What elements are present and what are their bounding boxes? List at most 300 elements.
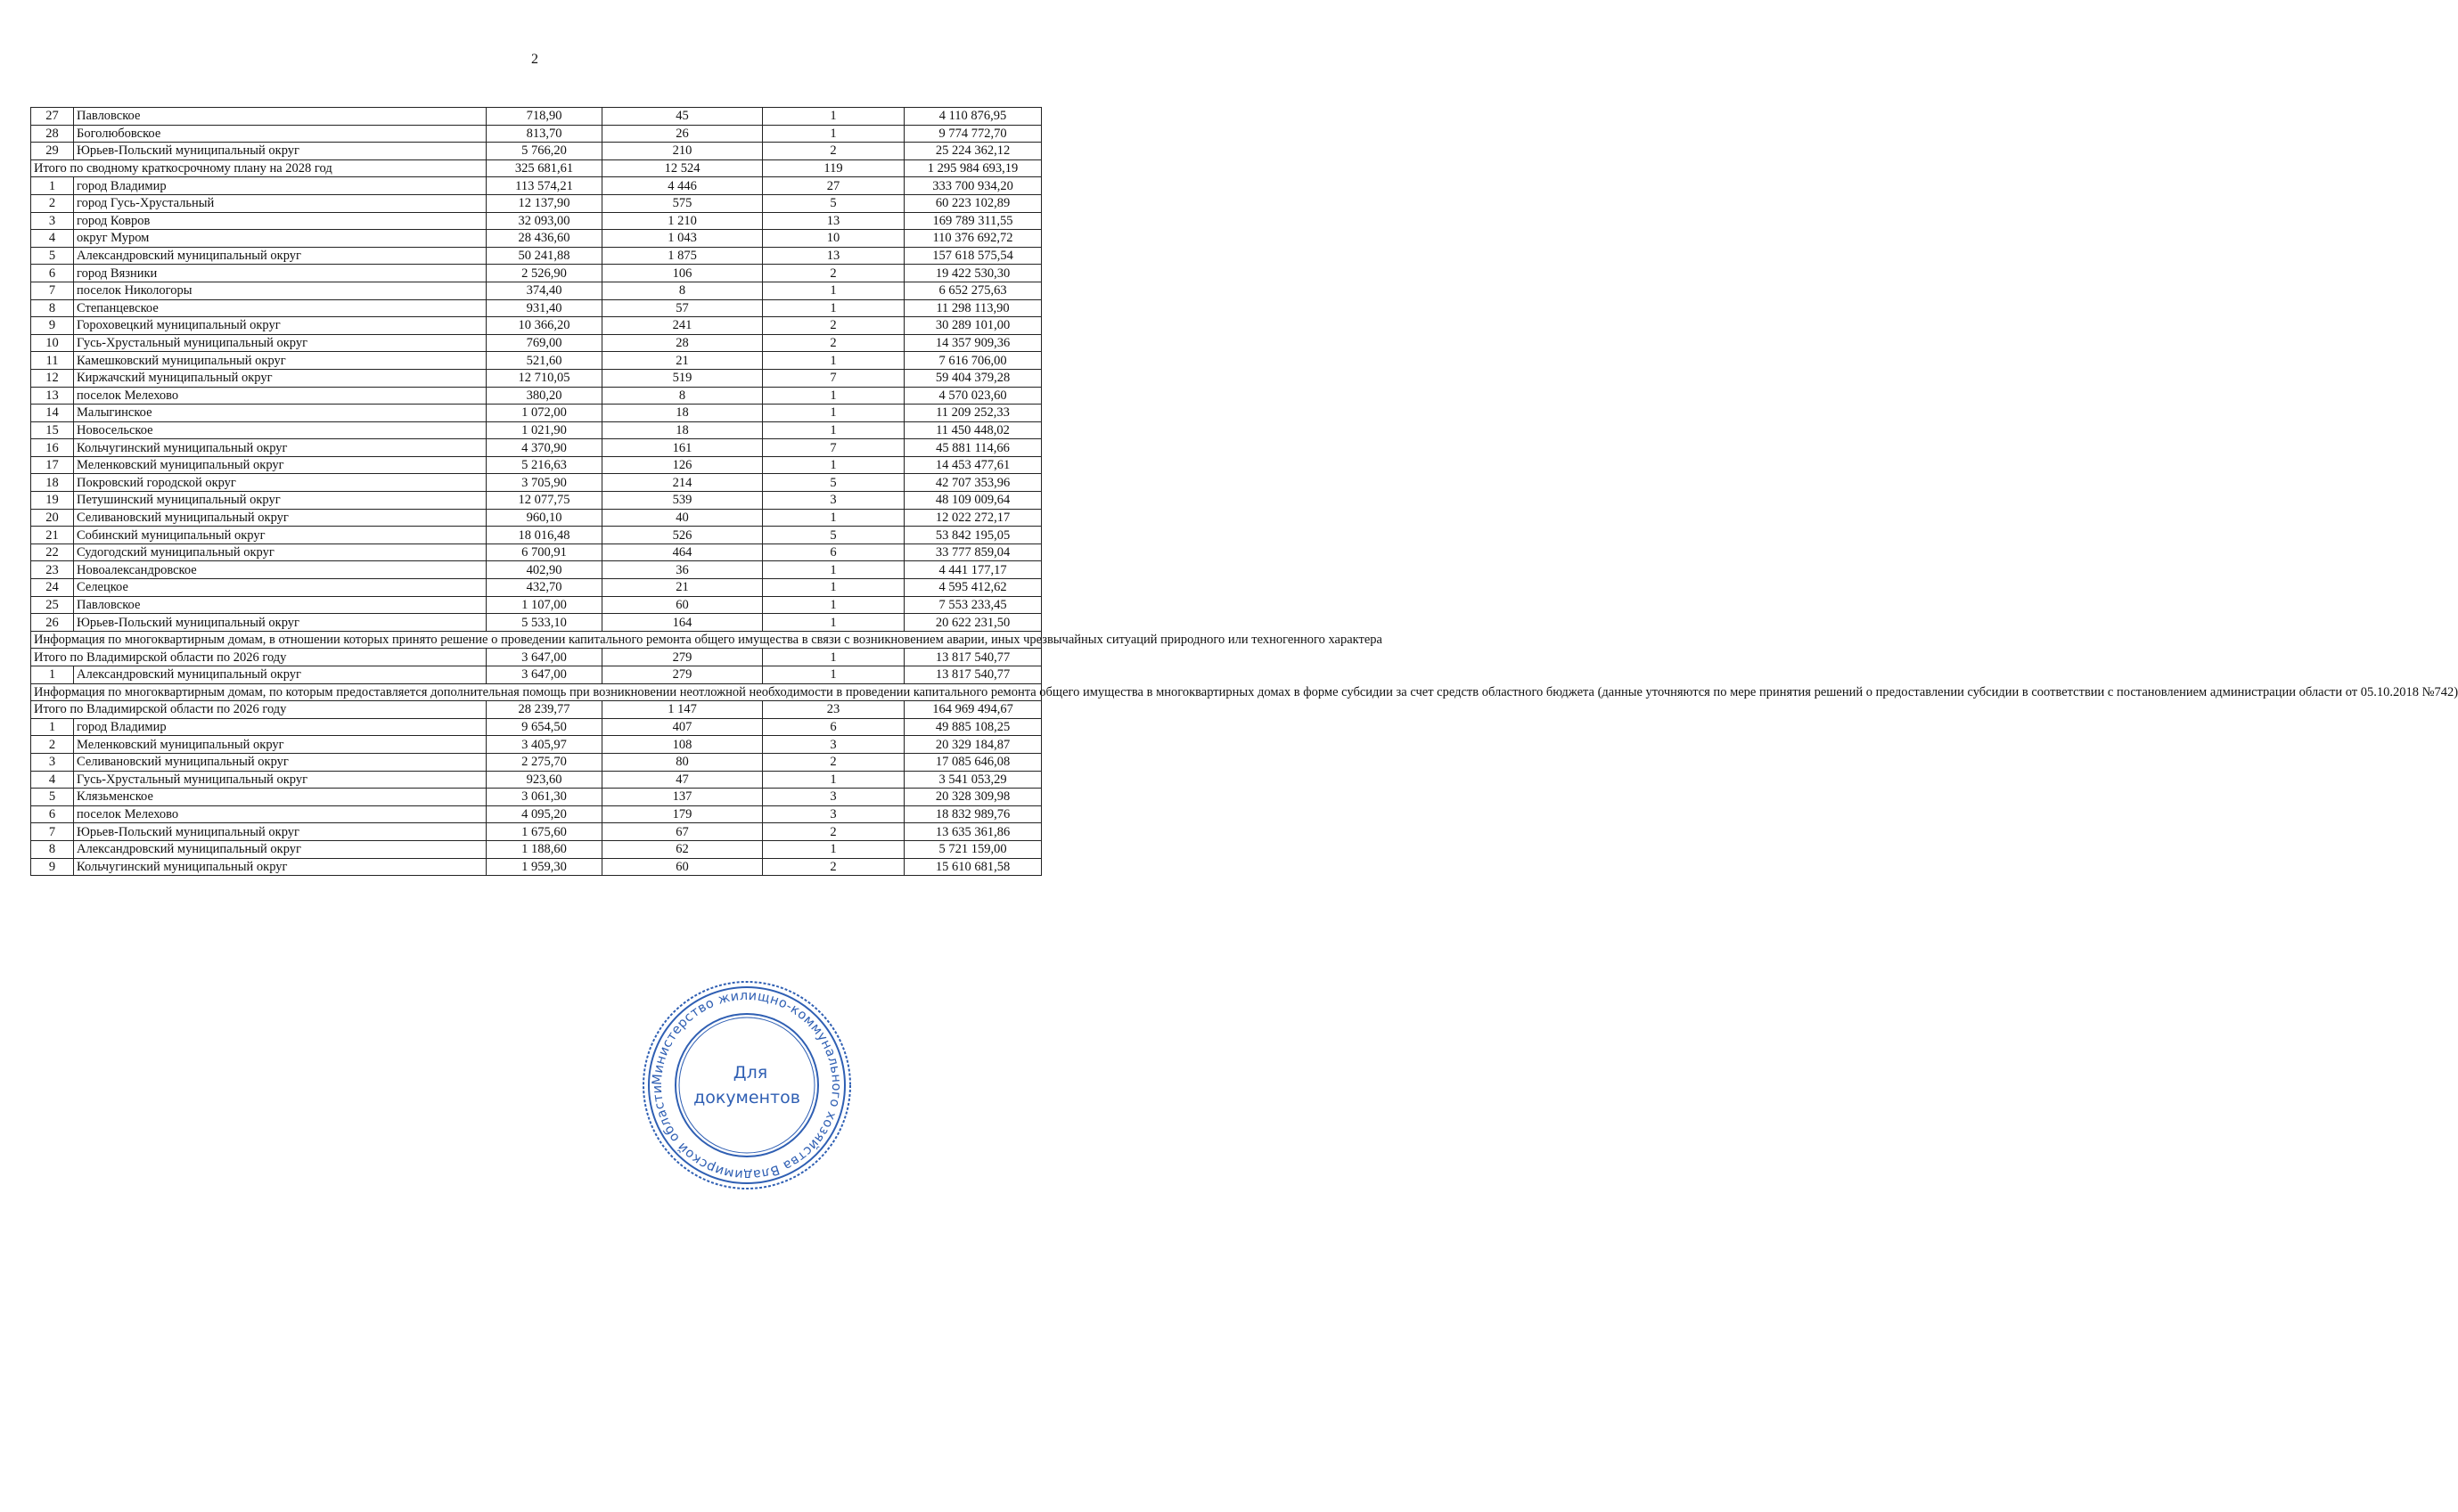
section-note-row [31, 683, 1042, 701]
residents-value: 108 [602, 736, 763, 754]
residents-value: 1 043 [602, 230, 763, 248]
residents-value: 1 210 [602, 212, 763, 230]
row-number: 22 [31, 544, 74, 561]
area-value: 5 766,20 [487, 143, 602, 160]
cost-value: 6 652 275,63 [905, 282, 1042, 299]
houses-value: 1 [763, 405, 905, 422]
table-row [31, 317, 1042, 335]
municipality-name: Киржачский муниципальный округ [74, 369, 487, 387]
municipality-name: Юрьев-Польский муниципальный округ [74, 143, 487, 160]
houses-value: 3 [763, 805, 905, 823]
houses-value: 1 [763, 387, 905, 405]
houses-value: 2 [763, 823, 905, 841]
row-number: 12 [31, 369, 74, 387]
row-number: 29 [31, 143, 74, 160]
row-number: 28 [31, 125, 74, 143]
residents-value: 8 [602, 282, 763, 299]
total-houses: 1 [763, 649, 905, 666]
municipality-name: Покровский городской округ [74, 474, 487, 492]
table-row [31, 282, 1042, 299]
area-value: 50 241,88 [487, 247, 602, 265]
row-number: 23 [31, 561, 74, 579]
municipality-name: Петушинский муниципальный округ [74, 492, 487, 510]
table-row [31, 369, 1042, 387]
table-row [31, 805, 1042, 823]
cost-value: 45 881 114,66 [905, 439, 1042, 457]
cost-value: 20 328 309,98 [905, 789, 1042, 806]
row-number: 8 [31, 299, 74, 317]
houses-value: 10 [763, 230, 905, 248]
row-number: 1 [31, 718, 74, 736]
municipality-name: город Ковров [74, 212, 487, 230]
section-note-row [31, 631, 1042, 649]
cost-value: 169 789 311,55 [905, 212, 1042, 230]
row-number: 4 [31, 771, 74, 789]
cost-value: 17 085 646,08 [905, 753, 1042, 771]
section-note: Информация по многоквартирным домам, по которым предоставляется дополнительная помощь при возникновении неотложной необходимости в проведении капитального ремонта общего имущества в многоквартирных домах в форме субсидии за счет средств областного бюджета (данные уточняются по мере принятия решений о предоставлении субсидии в соответствии с постановлением администрации области от 05.10.2018 №742) [31, 683, 1042, 701]
municipality-name: Гороховецкий муниципальный округ [74, 317, 487, 335]
houses-value: 2 [763, 317, 905, 335]
municipality-name: Селецкое [74, 579, 487, 597]
area-value: 12 710,05 [487, 369, 602, 387]
area-value: 4 370,90 [487, 439, 602, 457]
municipality-name: город Гусь-Хрустальный [74, 194, 487, 212]
cost-value: 53 842 195,05 [905, 527, 1042, 544]
cost-value: 11 209 252,33 [905, 405, 1042, 422]
residents-value: 21 [602, 352, 763, 370]
table-row [31, 405, 1042, 422]
total-label: Итого по Владимирской области по 2026 году [31, 649, 487, 666]
municipality-name: Гусь-Хрустальный муниципальный округ [74, 334, 487, 352]
area-value: 3 705,90 [487, 474, 602, 492]
municipality-name: Малыгинское [74, 405, 487, 422]
area-value: 769,00 [487, 334, 602, 352]
row-number: 6 [31, 805, 74, 823]
cost-value: 33 777 859,04 [905, 544, 1042, 561]
row-number: 27 [31, 108, 74, 126]
municipality-name: Павловское [74, 108, 487, 126]
area-value: 923,60 [487, 771, 602, 789]
table-row [31, 352, 1042, 370]
houses-value: 13 [763, 247, 905, 265]
municipality-name: Кольчугинский муниципальный округ [74, 858, 487, 876]
data-table [30, 107, 2458, 876]
area-value: 6 700,91 [487, 544, 602, 561]
area-value: 10 366,20 [487, 317, 602, 335]
total-label: Итого по Владимирской области по 2026 году [31, 701, 487, 719]
table-row [31, 421, 1042, 439]
cost-value: 333 700 934,20 [905, 177, 1042, 195]
residents-value: 40 [602, 509, 763, 527]
cost-value: 30 289 101,00 [905, 317, 1042, 335]
houses-value: 2 [763, 858, 905, 876]
cost-value: 18 832 989,76 [905, 805, 1042, 823]
total-people: 12 524 [602, 159, 763, 177]
houses-value: 7 [763, 439, 905, 457]
cost-value: 5 721 159,00 [905, 840, 1042, 858]
residents-value: 539 [602, 492, 763, 510]
row-number: 11 [31, 352, 74, 370]
table-row [31, 230, 1042, 248]
row-number: 20 [31, 509, 74, 527]
cost-value: 110 376 692,72 [905, 230, 1042, 248]
row-number: 5 [31, 789, 74, 806]
table-row [31, 474, 1042, 492]
area-value: 1 675,60 [487, 823, 602, 841]
area-value: 718,90 [487, 108, 602, 126]
residents-value: 241 [602, 317, 763, 335]
area-value: 3 405,97 [487, 736, 602, 754]
area-value: 3 061,30 [487, 789, 602, 806]
table-row [31, 789, 1042, 806]
municipality-name: Селивановский муниципальный округ [74, 509, 487, 527]
area-value: 402,90 [487, 561, 602, 579]
table-row [31, 212, 1042, 230]
residents-value: 161 [602, 439, 763, 457]
residents-value: 18 [602, 421, 763, 439]
total-houses: 119 [763, 159, 905, 177]
total-label: Итого по сводному краткосрочному плану на 2028 год [31, 159, 487, 177]
residents-value: 106 [602, 265, 763, 282]
table-row [31, 492, 1042, 510]
residents-value: 526 [602, 527, 763, 544]
residents-value: 26 [602, 125, 763, 143]
area-value: 18 016,48 [487, 527, 602, 544]
cost-value: 4 110 876,95 [905, 108, 1042, 126]
area-value: 4 095,20 [487, 805, 602, 823]
cost-value: 14 357 909,36 [905, 334, 1042, 352]
cost-value: 11 450 448,02 [905, 421, 1042, 439]
cost-value: 14 453 477,61 [905, 456, 1042, 474]
cost-value: 48 109 009,64 [905, 492, 1042, 510]
residents-value: 36 [602, 561, 763, 579]
municipality-name: город Вязники [74, 265, 487, 282]
houses-value: 1 [763, 456, 905, 474]
area-value: 374,40 [487, 282, 602, 299]
residents-value: 407 [602, 718, 763, 736]
area-value: 521,60 [487, 352, 602, 370]
row-number: 9 [31, 317, 74, 335]
houses-value: 13 [763, 212, 905, 230]
area-value: 2 526,90 [487, 265, 602, 282]
municipality-name: Гусь-Хрустальный муниципальный округ [74, 771, 487, 789]
residents-value: 60 [602, 596, 763, 614]
municipality-name: Новосельское [74, 421, 487, 439]
table-row [31, 265, 1042, 282]
area-value: 2 275,70 [487, 753, 602, 771]
stamp-center-line1: Для [733, 1063, 768, 1083]
table-row [31, 596, 1042, 614]
row-number: 3 [31, 753, 74, 771]
table-row [31, 247, 1042, 265]
houses-value: 2 [763, 265, 905, 282]
residents-value: 8 [602, 387, 763, 405]
row-number: 10 [31, 334, 74, 352]
table-row [31, 387, 1042, 405]
residents-value: 67 [602, 823, 763, 841]
municipality-name: Александровский муниципальный округ [74, 247, 487, 265]
houses-value: 2 [763, 753, 905, 771]
total-row [31, 701, 1042, 719]
total-people: 279 [602, 649, 763, 666]
total-area: 325 681,61 [487, 159, 602, 177]
houses-value: 1 [763, 421, 905, 439]
houses-value: 3 [763, 492, 905, 510]
municipality-name: Селивановский муниципальный округ [74, 753, 487, 771]
table-row [31, 544, 1042, 561]
cost-value: 42 707 353,96 [905, 474, 1042, 492]
row-number: 24 [31, 579, 74, 597]
residents-value: 575 [602, 194, 763, 212]
cost-value: 15 610 681,58 [905, 858, 1042, 876]
municipality-name: Боголюбовское [74, 125, 487, 143]
cost-value: 20 622 231,50 [905, 614, 1042, 632]
row-number: 17 [31, 456, 74, 474]
municipality-name: поселок Мелехово [74, 805, 487, 823]
area-value: 12 137,90 [487, 194, 602, 212]
table-row [31, 125, 1042, 143]
table-row [31, 840, 1042, 858]
official-stamp [640, 978, 854, 1192]
houses-value: 1 [763, 666, 905, 684]
section-note: Информация по многоквартирным домам, в отношении которых принято решение о проведении капитального ремонта общего имущества в связи с возникновением аварии, иных чрезвычайных ситуаций природного или техногенного характера [31, 631, 1042, 649]
residents-value: 464 [602, 544, 763, 561]
municipality-name: Александровский муниципальный округ [74, 840, 487, 858]
residents-value: 21 [602, 579, 763, 597]
municipality-name: Меленковский муниципальный округ [74, 456, 487, 474]
area-value: 813,70 [487, 125, 602, 143]
municipality-name: Юрьев-Польский муниципальный округ [74, 614, 487, 632]
row-number: 1 [31, 177, 74, 195]
total-row [31, 649, 1042, 666]
stamp-ring-text: Министерство жилищно-коммунального хозяйства Владимирской области [650, 988, 844, 1182]
cost-value: 4 441 177,17 [905, 561, 1042, 579]
row-number: 4 [31, 230, 74, 248]
houses-value: 1 [763, 108, 905, 126]
municipality-name: поселок Никологоры [74, 282, 487, 299]
row-number: 21 [31, 527, 74, 544]
table-row [31, 666, 1042, 684]
cost-value: 9 774 772,70 [905, 125, 1042, 143]
row-number: 2 [31, 736, 74, 754]
cost-value: 60 223 102,89 [905, 194, 1042, 212]
table-row [31, 823, 1042, 841]
cost-value: 7 616 706,00 [905, 352, 1042, 370]
houses-value: 3 [763, 789, 905, 806]
houses-value: 1 [763, 282, 905, 299]
row-number: 14 [31, 405, 74, 422]
municipality-name: Новоалександровское [74, 561, 487, 579]
residents-value: 1 875 [602, 247, 763, 265]
row-number: 25 [31, 596, 74, 614]
table-row [31, 299, 1042, 317]
row-number: 9 [31, 858, 74, 876]
total-row [31, 159, 1042, 177]
residents-value: 4 446 [602, 177, 763, 195]
total-area: 3 647,00 [487, 649, 602, 666]
houses-value: 1 [763, 579, 905, 597]
area-value: 32 093,00 [487, 212, 602, 230]
houses-value: 1 [763, 840, 905, 858]
residents-value: 62 [602, 840, 763, 858]
houses-value: 1 [763, 125, 905, 143]
cost-value: 25 224 362,12 [905, 143, 1042, 160]
residents-value: 137 [602, 789, 763, 806]
houses-value: 1 [763, 771, 905, 789]
residents-value: 18 [602, 405, 763, 422]
houses-value: 5 [763, 194, 905, 212]
cost-value: 13 817 540,77 [905, 666, 1042, 684]
residents-value: 214 [602, 474, 763, 492]
area-value: 5 533,10 [487, 614, 602, 632]
table-row [31, 771, 1042, 789]
table-row [31, 614, 1042, 632]
area-value: 28 436,60 [487, 230, 602, 248]
houses-value: 6 [763, 718, 905, 736]
row-number: 1 [31, 666, 74, 684]
table-row [31, 439, 1042, 457]
table-row [31, 561, 1042, 579]
table-row [31, 527, 1042, 544]
municipality-name: поселок Мелехово [74, 387, 487, 405]
table-row [31, 579, 1042, 597]
residents-value: 57 [602, 299, 763, 317]
cost-value: 19 422 530,30 [905, 265, 1042, 282]
municipality-name: Меленковский муниципальный округ [74, 736, 487, 754]
houses-value: 7 [763, 369, 905, 387]
municipality-name: Юрьев-Польский муниципальный округ [74, 823, 487, 841]
residents-value: 126 [602, 456, 763, 474]
houses-value: 5 [763, 474, 905, 492]
houses-value: 2 [763, 143, 905, 160]
row-number: 6 [31, 265, 74, 282]
municipality-name: округ Муром [74, 230, 487, 248]
residents-value: 210 [602, 143, 763, 160]
houses-value: 1 [763, 352, 905, 370]
table-row [31, 194, 1042, 212]
stamp-center-line2: документов [693, 1088, 800, 1107]
area-value: 113 574,21 [487, 177, 602, 195]
houses-value: 3 [763, 736, 905, 754]
residents-value: 279 [602, 666, 763, 684]
table-row [31, 143, 1042, 160]
row-number: 26 [31, 614, 74, 632]
cost-value: 11 298 113,90 [905, 299, 1042, 317]
row-number: 13 [31, 387, 74, 405]
cost-value: 49 885 108,25 [905, 718, 1042, 736]
municipality-name: город Владимир [74, 718, 487, 736]
table-row [31, 718, 1042, 736]
municipality-name: Александровский муниципальный округ [74, 666, 487, 684]
houses-value: 1 [763, 614, 905, 632]
cost-value: 3 541 053,29 [905, 771, 1042, 789]
cost-value: 4 595 412,62 [905, 579, 1042, 597]
residents-value: 28 [602, 334, 763, 352]
table-row [31, 334, 1042, 352]
area-value: 3 647,00 [487, 666, 602, 684]
residents-value: 164 [602, 614, 763, 632]
total-area: 28 239,77 [487, 701, 602, 719]
row-number: 3 [31, 212, 74, 230]
residents-value: 60 [602, 858, 763, 876]
cost-value: 59 404 379,28 [905, 369, 1042, 387]
municipality-name: город Владимир [74, 177, 487, 195]
table-row [31, 509, 1042, 527]
municipality-name: Судогодский муниципальный округ [74, 544, 487, 561]
area-value: 960,10 [487, 509, 602, 527]
area-value: 931,40 [487, 299, 602, 317]
area-value: 1 188,60 [487, 840, 602, 858]
row-number: 19 [31, 492, 74, 510]
row-number: 2 [31, 194, 74, 212]
area-value: 432,70 [487, 579, 602, 597]
page-number: 2 [531, 52, 538, 67]
total-houses: 23 [763, 701, 905, 719]
total-people: 1 147 [602, 701, 763, 719]
area-value: 1 107,00 [487, 596, 602, 614]
cost-value: 13 635 361,86 [905, 823, 1042, 841]
table-row [31, 456, 1042, 474]
row-number: 15 [31, 421, 74, 439]
houses-value: 1 [763, 561, 905, 579]
houses-value: 6 [763, 544, 905, 561]
row-number: 7 [31, 823, 74, 841]
municipality-name: Камешковский муниципальный округ [74, 352, 487, 370]
residents-value: 45 [602, 108, 763, 126]
area-value: 1 959,30 [487, 858, 602, 876]
total-cost: 13 817 540,77 [905, 649, 1042, 666]
cost-value: 157 618 575,54 [905, 247, 1042, 265]
cost-value: 20 329 184,87 [905, 736, 1042, 754]
houses-value: 1 [763, 299, 905, 317]
residents-value: 519 [602, 369, 763, 387]
table-row [31, 177, 1042, 195]
table-row [31, 858, 1042, 876]
cost-value: 4 570 023,60 [905, 387, 1042, 405]
area-value: 9 654,50 [487, 718, 602, 736]
municipality-name: Павловское [74, 596, 487, 614]
total-cost: 164 969 494,67 [905, 701, 1042, 719]
row-number: 7 [31, 282, 74, 299]
area-value: 5 216,63 [487, 456, 602, 474]
row-number: 16 [31, 439, 74, 457]
cost-value: 7 553 233,45 [905, 596, 1042, 614]
houses-value: 1 [763, 596, 905, 614]
houses-value: 2 [763, 334, 905, 352]
row-number: 8 [31, 840, 74, 858]
municipality-name: Кольчугинский муниципальный округ [74, 439, 487, 457]
cost-value: 12 022 272,17 [905, 509, 1042, 527]
total-cost: 1 295 984 693,19 [905, 159, 1042, 177]
row-number: 18 [31, 474, 74, 492]
area-value: 380,20 [487, 387, 602, 405]
area-value: 1 021,90 [487, 421, 602, 439]
residents-value: 80 [602, 753, 763, 771]
table-row [31, 736, 1042, 754]
area-value: 1 072,00 [487, 405, 602, 422]
municipality-name: Степанцевское [74, 299, 487, 317]
houses-value: 1 [763, 509, 905, 527]
table-row [31, 753, 1042, 771]
municipality-name: Собинский муниципальный округ [74, 527, 487, 544]
municipality-name: Клязьменское [74, 789, 487, 806]
houses-value: 5 [763, 527, 905, 544]
row-number: 5 [31, 247, 74, 265]
houses-value: 27 [763, 177, 905, 195]
area-value: 12 077,75 [487, 492, 602, 510]
residents-value: 179 [602, 805, 763, 823]
residents-value: 47 [602, 771, 763, 789]
